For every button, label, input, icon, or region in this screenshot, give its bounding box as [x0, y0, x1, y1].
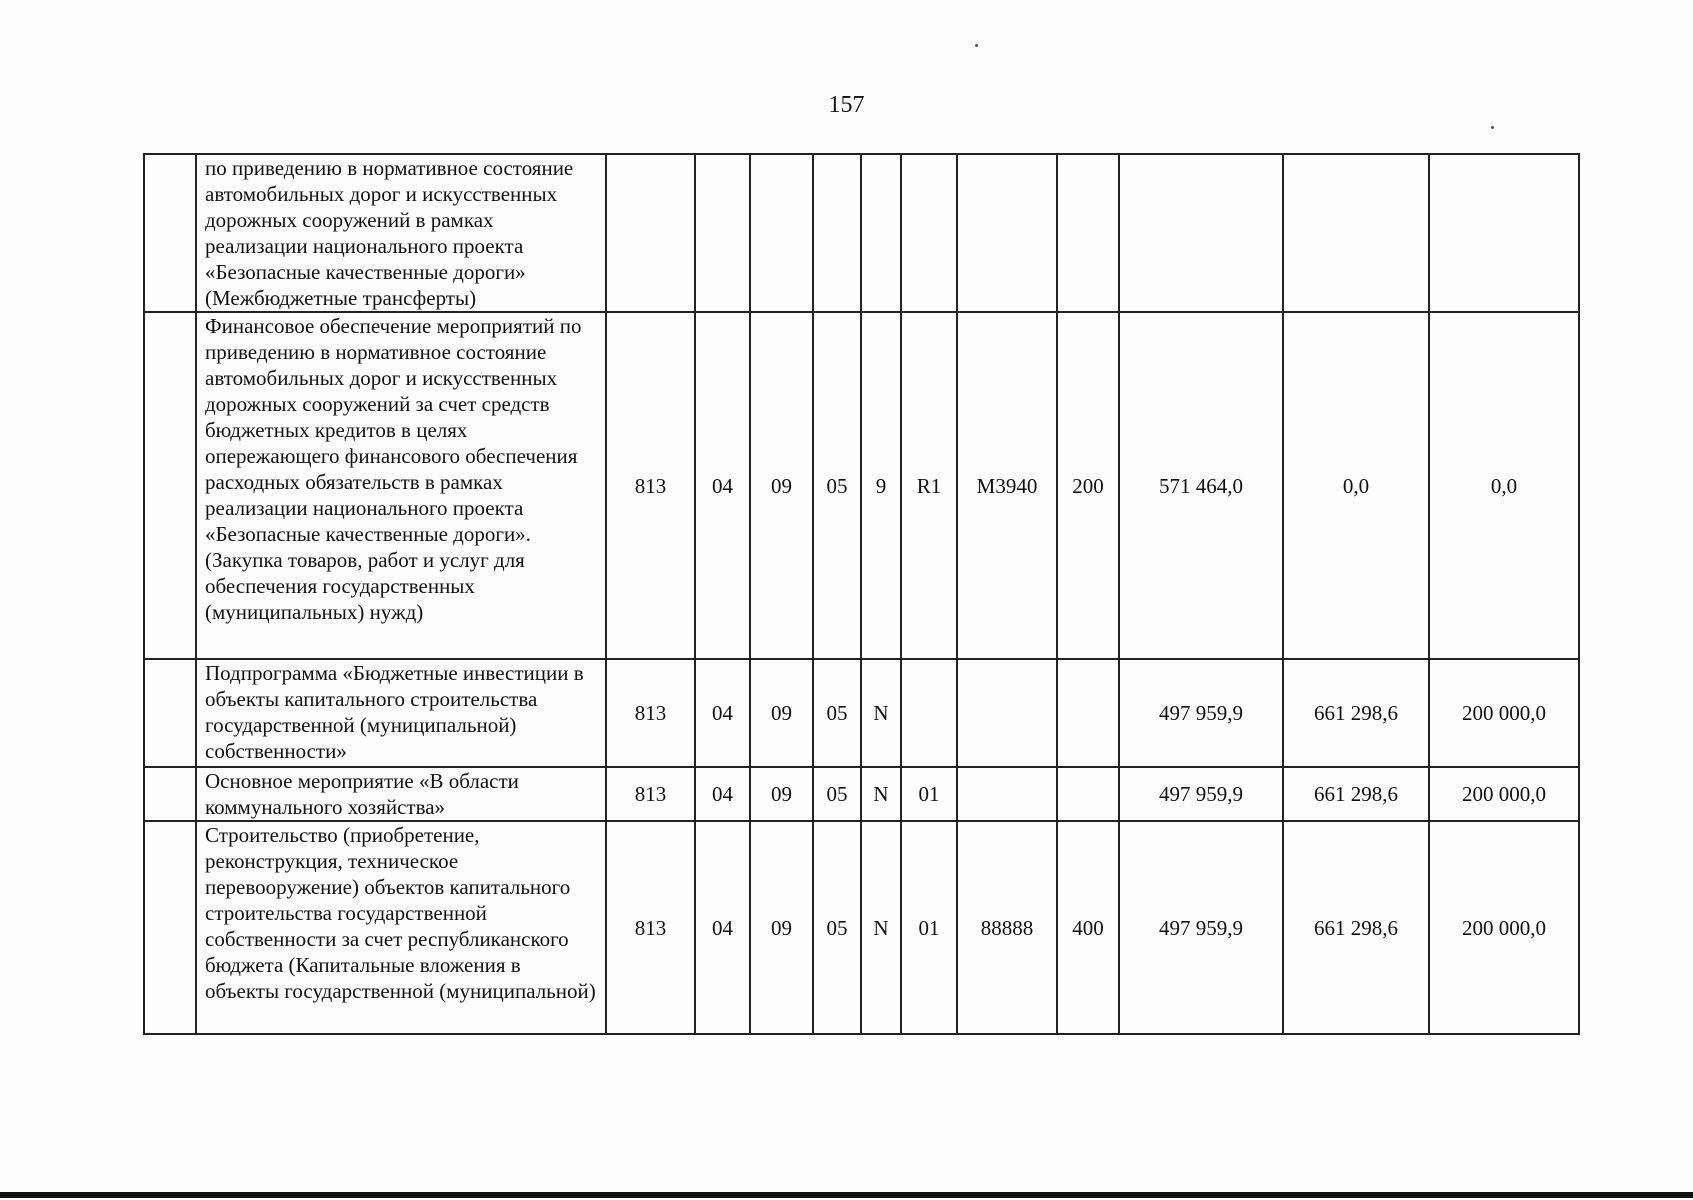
code-cell: 09 — [750, 821, 813, 1034]
code-cell: 05 — [813, 312, 861, 659]
scan-speck — [1491, 126, 1494, 129]
amount-cell: 661 298,6 — [1283, 767, 1429, 821]
description-cell: Строительство (приобретение, реконструкция, техническое перевооружение) объектов капитального строительства государственной собственности за счет республиканского бюджета (Капитальные вложения в объекты государственной (муниципальной) — [196, 821, 606, 1034]
description-cell: Финансовое обеспечение мероприятий по приведению в нормативное состояние автомобильных дорог и искусственных дорожных сооружений за счет средств бюджетных кредитов в целях опережающего финансового обеспечения расходных обязательств в рамках реализации национального проекта «Безопасные качественные дороги». (Закупка товаров, работ и услуг для обеспечения государственных (муниципальных) нужд) — [196, 312, 606, 659]
code-cell: 04 — [695, 767, 750, 821]
code-cell — [606, 154, 695, 312]
code-cell — [813, 154, 861, 312]
row-number-cell — [144, 312, 196, 659]
amount-cell — [1429, 154, 1579, 312]
row-number-cell — [144, 767, 196, 821]
description-cell: Подпрограмма «Бюджетные инвестиции в объекты капитального строительства государственной (муниципальной) собственности» — [196, 659, 606, 767]
code-cell — [957, 154, 1057, 312]
code-cell: 09 — [750, 312, 813, 659]
row-number-cell — [144, 154, 196, 312]
code-cell — [750, 154, 813, 312]
page-number: 157 — [828, 92, 865, 118]
code-cell: 01 — [901, 821, 957, 1034]
scan-speck — [975, 44, 978, 47]
code-cell — [1057, 767, 1119, 821]
amount-cell: 200 000,0 — [1429, 659, 1579, 767]
amount-cell — [1119, 154, 1283, 312]
code-cell — [901, 154, 957, 312]
code-cell: 05 — [813, 659, 861, 767]
code-cell: 04 — [695, 821, 750, 1034]
code-cell: N — [861, 767, 901, 821]
amount-cell: 200 000,0 — [1429, 767, 1579, 821]
bottom-rule — [0, 1192, 1693, 1198]
row-number-cell — [144, 821, 196, 1034]
table-row — [144, 821, 1579, 1034]
code-cell — [695, 154, 750, 312]
code-cell — [957, 767, 1057, 821]
table-row — [144, 767, 1579, 821]
code-cell — [861, 154, 901, 312]
amount-cell: 571 464,0 — [1119, 312, 1283, 659]
code-cell: N — [861, 821, 901, 1034]
code-cell — [901, 659, 957, 767]
code-cell: 813 — [606, 821, 695, 1034]
code-cell: N — [861, 659, 901, 767]
code-cell: 04 — [695, 312, 750, 659]
code-cell: R1 — [901, 312, 957, 659]
table-row — [144, 154, 1579, 312]
amount-cell: 497 959,9 — [1119, 821, 1283, 1034]
code-cell — [1057, 659, 1119, 767]
code-cell: 813 — [606, 312, 695, 659]
code-cell: 88888 — [957, 821, 1057, 1034]
amount-cell: 0,0 — [1283, 312, 1429, 659]
description-cell: по приведению в нормативное состояние автомобильных дорог и искусственных дорожных сооружений в рамках реализации национального проекта «Безопасные качественные дороги» (Межбюджетные трансферты) — [196, 154, 606, 312]
code-cell: 04 — [695, 659, 750, 767]
amount-cell: 661 298,6 — [1283, 821, 1429, 1034]
amount-cell — [1283, 154, 1429, 312]
amount-cell: 0,0 — [1429, 312, 1579, 659]
budget-table — [143, 153, 1580, 1035]
code-cell: 400 — [1057, 821, 1119, 1034]
description-cell: Основное мероприятие «В области коммунального хозяйства» — [196, 767, 606, 821]
row-number-cell — [144, 659, 196, 767]
code-cell: 09 — [750, 659, 813, 767]
amount-cell: 200 000,0 — [1429, 821, 1579, 1034]
code-cell — [957, 659, 1057, 767]
amount-cell: 661 298,6 — [1283, 659, 1429, 767]
code-cell: 09 — [750, 767, 813, 821]
amount-cell: 497 959,9 — [1119, 659, 1283, 767]
code-cell: M3940 — [957, 312, 1057, 659]
code-cell: 01 — [901, 767, 957, 821]
code-cell: 05 — [813, 821, 861, 1034]
code-cell: 813 — [606, 767, 695, 821]
code-cell: 9 — [861, 312, 901, 659]
code-cell: 200 — [1057, 312, 1119, 659]
amount-cell: 497 959,9 — [1119, 767, 1283, 821]
table-row — [144, 312, 1579, 659]
table-row — [144, 659, 1579, 767]
code-cell: 05 — [813, 767, 861, 821]
code-cell — [1057, 154, 1119, 312]
code-cell: 813 — [606, 659, 695, 767]
